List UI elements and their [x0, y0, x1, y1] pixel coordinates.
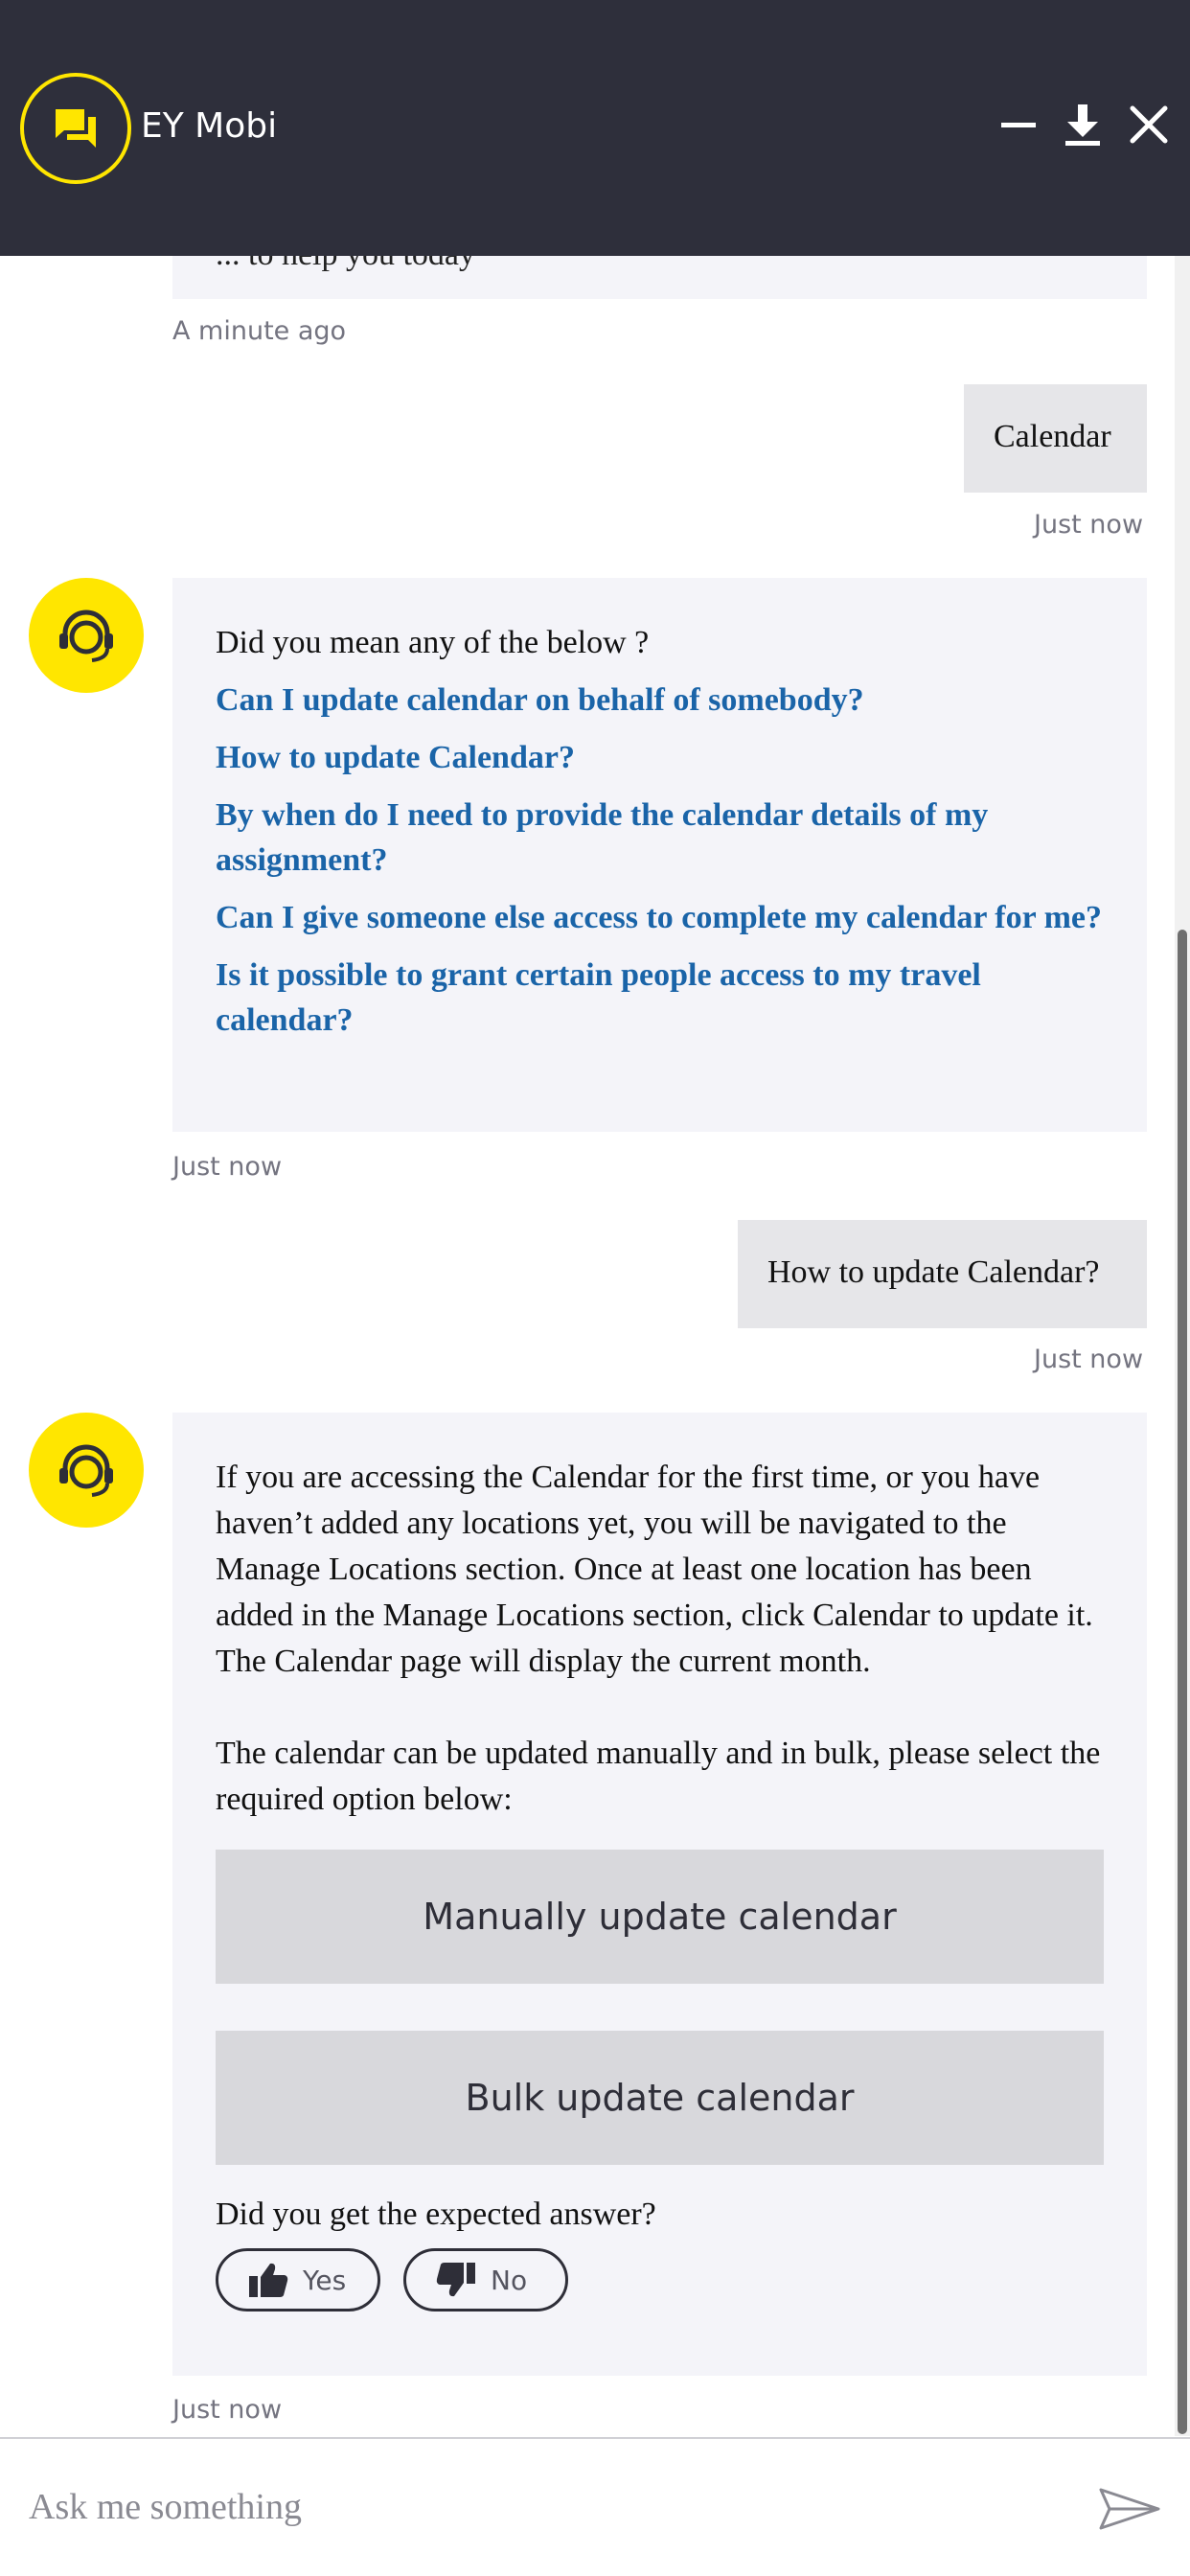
manually-update-calendar-button[interactable]: Manually update calendar: [216, 1850, 1104, 1984]
bot-avatar: [29, 1413, 144, 1528]
timestamp: Just now: [172, 1152, 283, 1182]
suggestion-link[interactable]: Is it possible to grant certain people access to my travel calendar?: [216, 957, 981, 1038]
user-message-text: How to update Calendar?: [767, 1254, 1100, 1290]
feedback-no-label: No: [491, 2264, 528, 2296]
user-message-text: Calendar: [994, 419, 1111, 454]
timestamp: Just now: [1034, 1345, 1144, 1374]
suggestion-link[interactable]: How to update Calendar?: [216, 740, 575, 775]
bot-avatar: [29, 578, 144, 693]
feedback-no-button[interactable]: [403, 2248, 568, 2312]
answer-paragraph-2: The calendar can be updated manually and in bulk, please select the required option below:: [216, 1736, 1101, 1817]
suggestions-intro: Did you mean any of the below ?: [216, 625, 650, 660]
bot-message-suggestions: [172, 578, 1147, 1132]
answer-paragraph-1: If you are accessing the Calendar for the first time, or you have haven’t added any locations yet, you will be navigated to the Manage Locations section. Once at least one location has been added in the Manage Locations section, click Calendar to update it. The Calendar page will display the current month.: [216, 1460, 1093, 1679]
suggestion-link[interactable]: Can I give someone else access to complete my calendar for me?: [216, 900, 1103, 935]
close-icon[interactable]: [1123, 99, 1175, 150]
support-agent-icon: [54, 603, 119, 668]
bot-message-answer: [172, 1413, 1147, 2376]
feedback-yes-label: Yes: [303, 2264, 347, 2296]
chat-transcript[interactable]: [0, 256, 1175, 2436]
timestamp: Just now: [172, 2395, 283, 2425]
chat-logo: [20, 73, 131, 184]
feedback-yes-button[interactable]: [216, 2248, 380, 2312]
support-agent-icon: [54, 1438, 119, 1503]
timestamp: Just now: [1034, 510, 1144, 540]
message-composer: [0, 2437, 1190, 2576]
chat-icon: [53, 105, 99, 151]
suggestion-link[interactable]: Can I update calendar on behalf of somebody?: [216, 682, 864, 718]
minimize-icon[interactable]: [992, 99, 1043, 150]
scrollbar-thumb[interactable]: [1178, 930, 1187, 2434]
message-input[interactable]: [27, 2477, 1065, 2537]
user-message: [738, 1220, 1147, 1328]
user-message: [964, 384, 1147, 493]
thumbs-down-icon: [435, 2261, 477, 2299]
download-icon[interactable]: [1057, 99, 1109, 150]
suggestion-link[interactable]: By when do I need to provide the calendar details of my assignment?: [216, 797, 989, 878]
bulk-update-calendar-button[interactable]: Bulk update calendar: [216, 2031, 1104, 2165]
timestamp: A minute ago: [172, 316, 347, 346]
chat-header: [0, 0, 1190, 256]
feedback-question: Did you get the expected answer?: [216, 2196, 656, 2232]
app-title: EY Mobi: [141, 106, 278, 146]
thumbs-up-icon: [247, 2261, 289, 2299]
send-icon[interactable]: [1098, 2487, 1161, 2531]
